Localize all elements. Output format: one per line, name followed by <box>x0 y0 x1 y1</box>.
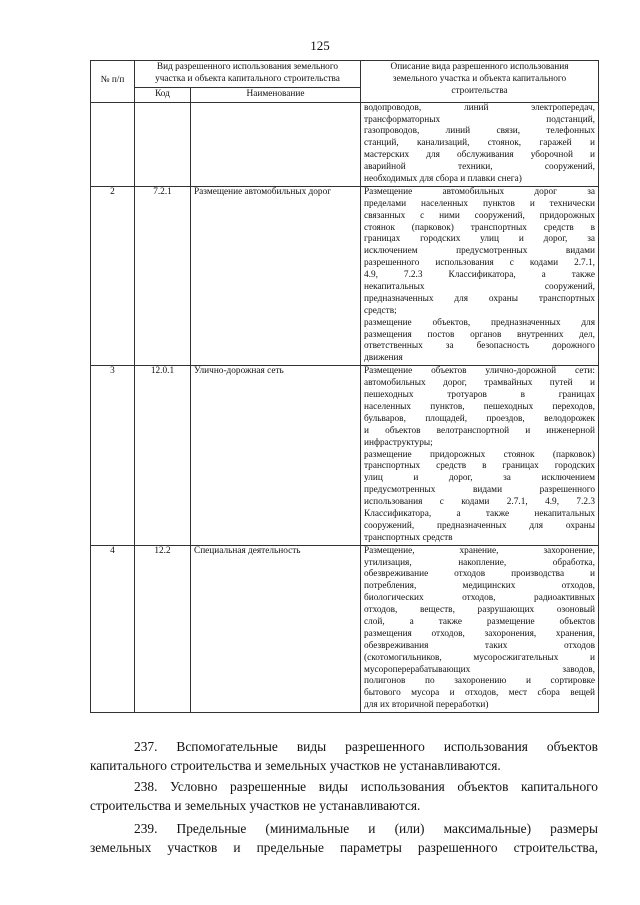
row-num: 2 <box>91 186 135 365</box>
description-line: обезвреживание отходов производства и <box>364 569 595 580</box>
description-line: связанных с ними сооружений, придорожных <box>364 210 595 221</box>
land-use-table <box>90 60 599 713</box>
description-line: мусороперерабатывающих заводов, <box>364 664 595 675</box>
description-line: станций, канализаций, стоянок, гаражей и <box>364 138 595 149</box>
header-num: № п/п <box>91 61 135 103</box>
header-description: Описание вида разрешенного использования земельного участка и объекта капитального строительства <box>361 61 599 103</box>
description-line: использования с кодами 2.7.1, 4.9, 7.2.3 <box>364 497 595 508</box>
description-line: бульваров, площадей, проездов, велодорожек <box>364 413 595 424</box>
row-description <box>361 545 599 712</box>
header-name: Наименование <box>191 87 361 102</box>
table-row <box>91 545 599 712</box>
description-line: аварийной техники, сооружений, <box>364 162 595 173</box>
description-line: полигонов по захоронению и сортировке <box>364 676 595 687</box>
row-code: 7.2.1 <box>135 186 191 365</box>
row-name: Размещение автомобильных дорог <box>191 186 361 365</box>
description-line: размещение придорожных стоянок (парковок) <box>364 449 595 460</box>
description-line: обезвреживания таких отходов <box>364 640 595 651</box>
description-line: размещения отходов, захоронения, хранения, <box>364 628 595 639</box>
description-line: биологических отходов, радиоактивных <box>364 593 595 604</box>
table-row-continuation <box>91 102 599 186</box>
description-line: автомобильных дорог, трамвайных путей и <box>364 378 595 389</box>
description-line: Размещение автомобильных дорог за <box>364 186 595 197</box>
description-line: (скотомогильников, мусоросжигательных и <box>364 652 595 663</box>
description-line: некапитальных сооружений, <box>364 282 595 293</box>
description-line: исключением предусмотренных видами <box>364 246 595 257</box>
description-line: отходов, веществ, разрушающих озоновый <box>364 605 595 616</box>
continuation-description <box>361 102 599 186</box>
row-code: 12.2 <box>135 545 191 712</box>
description-line: разрешенного использования с кодами 2.7.1, <box>364 258 595 269</box>
description-line: утилизация, накопление, обработка, <box>364 557 595 568</box>
description-line: населенных пунктов, пешеходных переходов, <box>364 401 595 412</box>
row-name: Улично-дорожная сеть <box>191 366 361 545</box>
description-line: транспортных средств <box>364 532 453 543</box>
table-row <box>91 186 599 365</box>
row-description <box>361 186 599 365</box>
description-line: Классификатора, а также некапитальных <box>364 508 595 519</box>
description-line: Размещение объектов улично-дорожной сети: <box>364 366 595 377</box>
description-line: предназначенных для охраны транспортных <box>364 293 595 304</box>
description-line: и объектов велотранспортной и инженерной <box>364 425 595 436</box>
description-line: мастерских для обслуживания уборочной и <box>364 150 595 161</box>
row-num: 3 <box>91 366 135 545</box>
description-line: пределами населенных пунктов и технически <box>364 198 595 209</box>
description-line: необходимых для сбора и плавки снега) <box>364 174 522 185</box>
description-line: транспортных средств в границах городских <box>364 461 595 472</box>
row-code: 12.0.1 <box>135 366 191 545</box>
description-line: размещения постов органов внутренних дел, <box>364 329 595 340</box>
description-line: границах городских улиц и дорог, за <box>364 234 595 245</box>
paragraph-237: 237. Вспомогательные виды разрешенного использования объектов капитального строительства и земельных участков не устанавливаются. <box>90 739 598 773</box>
row-description <box>361 366 599 545</box>
paragraph-238: 238. Условно разрешенные виды использования объектов капитального строительства и земельных участков не устанавливаются. <box>90 779 598 813</box>
description-line: водопроводов, линий электропередач, <box>364 102 595 113</box>
description-line: трансформаторных подстанций, <box>364 114 595 125</box>
description-line: слой, а также размещение объектов <box>364 616 595 627</box>
description-line: размещение объектов, предназначенных для <box>364 317 595 328</box>
row-name: Специальная деятельность <box>191 545 361 712</box>
description-line: пешеходных тротуаров в границах <box>364 390 595 401</box>
page-number: 125 <box>310 38 330 53</box>
header-code: Код <box>135 87 191 102</box>
description-line: инфраструктуры; <box>364 437 433 448</box>
description-line: Размещение, хранение, захоронение, <box>364 545 595 556</box>
description-line: средств; <box>364 305 397 316</box>
description-line: предусмотренных видами разрешенного <box>364 485 595 496</box>
description-line: движения <box>364 353 403 364</box>
description-line: бытового мусора и отходов, мест сбора вещей <box>364 688 595 699</box>
paragraph-239: 239. Предельные (минимальные и (или) максимальные) размеры земельных участков и предельные параметры разрешенного строительства, <box>90 821 598 855</box>
description-line: потребления, медицинских отходов, <box>364 581 595 592</box>
row-num: 4 <box>91 545 135 712</box>
header-group: Вид разрешенного использования земельного участка и объекта капитального строительства <box>135 61 361 88</box>
description-line: для их вторичной переработки) <box>364 700 489 711</box>
table-row <box>91 366 599 545</box>
description-line: ответственных за безопасность дорожного <box>364 341 595 352</box>
description-line: газопроводов, линий связи, телефонных <box>364 126 595 137</box>
description-line: стоянок (парковок) транспортных средств в <box>364 222 595 233</box>
description-line: улиц и дорог, за исключением <box>364 473 595 484</box>
description-line: 4.9, 7.2.3 Классификатора, а также <box>364 270 595 281</box>
description-line: сооружений, предназначенных для охраны <box>364 520 595 531</box>
